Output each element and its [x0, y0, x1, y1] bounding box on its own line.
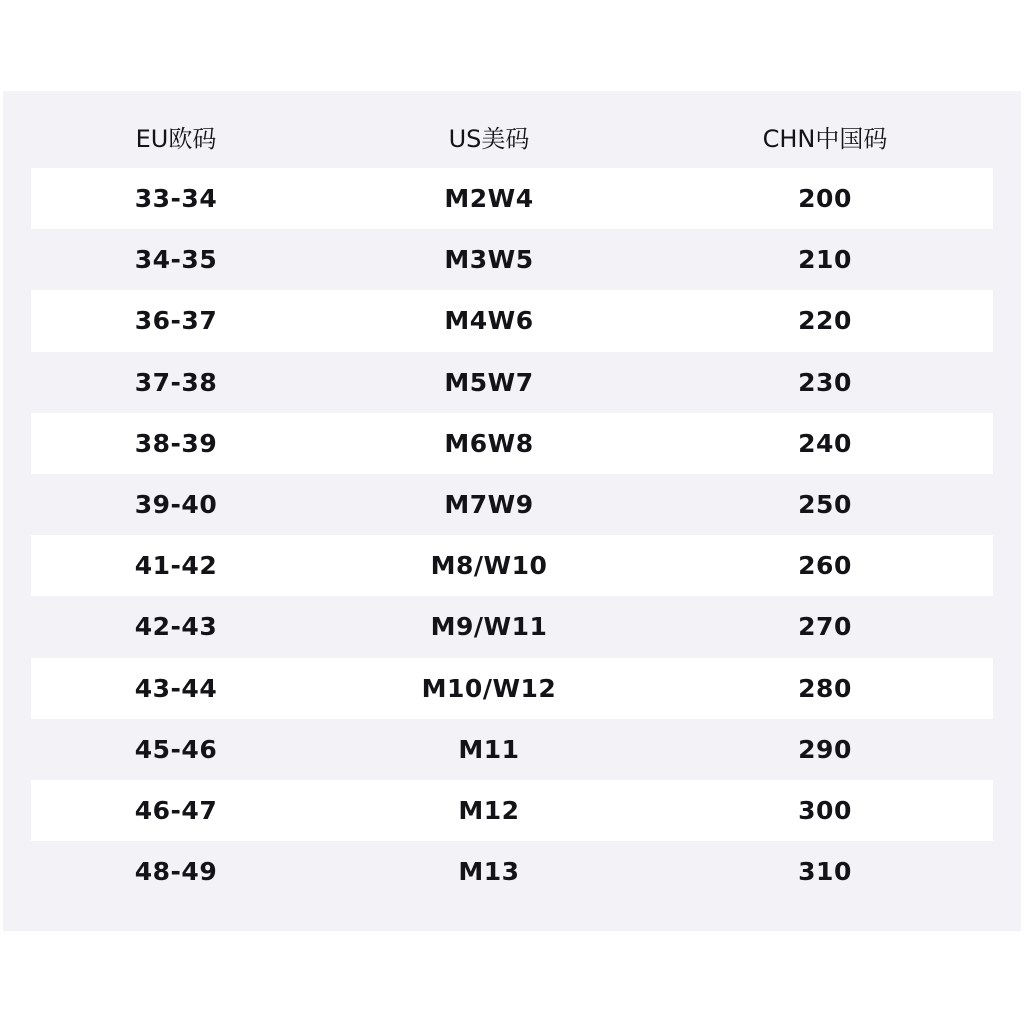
table-row — [31, 290, 993, 351]
eu-size-cell: 34-35 — [134, 245, 218, 275]
table-row — [31, 352, 993, 413]
eu-size-cell: 38-39 — [134, 428, 218, 458]
chn-size-cell: 260 — [798, 551, 852, 581]
size-chart-table — [31, 91, 993, 902]
chn-size-cell: 200 — [798, 184, 852, 214]
chn-size-cell: 290 — [798, 734, 852, 764]
us-size-cell: M4W6 — [444, 306, 534, 336]
us-size-cell: M13 — [458, 857, 520, 887]
us-size-cell: M9/W11 — [430, 612, 548, 642]
eu-size-cell: 33-34 — [134, 184, 218, 214]
eu-size-cell: 45-46 — [134, 734, 218, 764]
us-size-cell: M11 — [458, 734, 520, 764]
chn-size-cell: 270 — [798, 612, 852, 642]
us-size-cell: M2W4 — [444, 184, 534, 214]
table-row — [31, 474, 993, 535]
table-row — [31, 841, 993, 902]
header-chn-size: CHN中国码 — [762, 125, 888, 153]
chn-size-cell: 210 — [798, 245, 852, 275]
table-row — [31, 719, 993, 780]
table-row — [31, 413, 993, 474]
table-header-row — [31, 91, 993, 168]
chn-size-cell: 310 — [798, 857, 852, 887]
us-size-cell: M3W5 — [444, 245, 534, 275]
chn-size-cell: 280 — [798, 673, 852, 703]
us-size-cell: M7W9 — [444, 490, 534, 520]
eu-size-cell: 39-40 — [134, 490, 218, 520]
table-row — [31, 658, 993, 719]
table-row — [31, 535, 993, 596]
us-size-cell: M6W8 — [444, 428, 534, 458]
us-size-cell: M12 — [458, 795, 520, 825]
chn-size-cell: 230 — [798, 367, 852, 397]
eu-size-cell: 41-42 — [134, 551, 218, 581]
chn-size-cell: 300 — [798, 795, 852, 825]
eu-size-cell: 46-47 — [134, 795, 218, 825]
eu-size-cell: 37-38 — [134, 367, 218, 397]
table-row — [31, 168, 993, 229]
table-row — [31, 596, 993, 657]
size-chart-panel — [3, 91, 1021, 931]
eu-size-cell: 43-44 — [134, 673, 218, 703]
eu-size-cell: 48-49 — [134, 857, 218, 887]
chn-size-cell: 250 — [798, 490, 852, 520]
us-size-cell: M5W7 — [444, 367, 534, 397]
eu-size-cell: 42-43 — [134, 612, 218, 642]
header-eu-size: EU欧码 — [135, 125, 217, 153]
us-size-cell: M8/W10 — [430, 551, 548, 581]
table-body — [31, 168, 993, 902]
table-row — [31, 229, 993, 290]
us-size-cell: M10/W12 — [421, 673, 557, 703]
eu-size-cell: 36-37 — [134, 306, 218, 336]
table-row — [31, 780, 993, 841]
chn-size-cell: 220 — [798, 306, 852, 336]
header-us-size: US美码 — [448, 125, 530, 153]
chn-size-cell: 240 — [798, 428, 852, 458]
